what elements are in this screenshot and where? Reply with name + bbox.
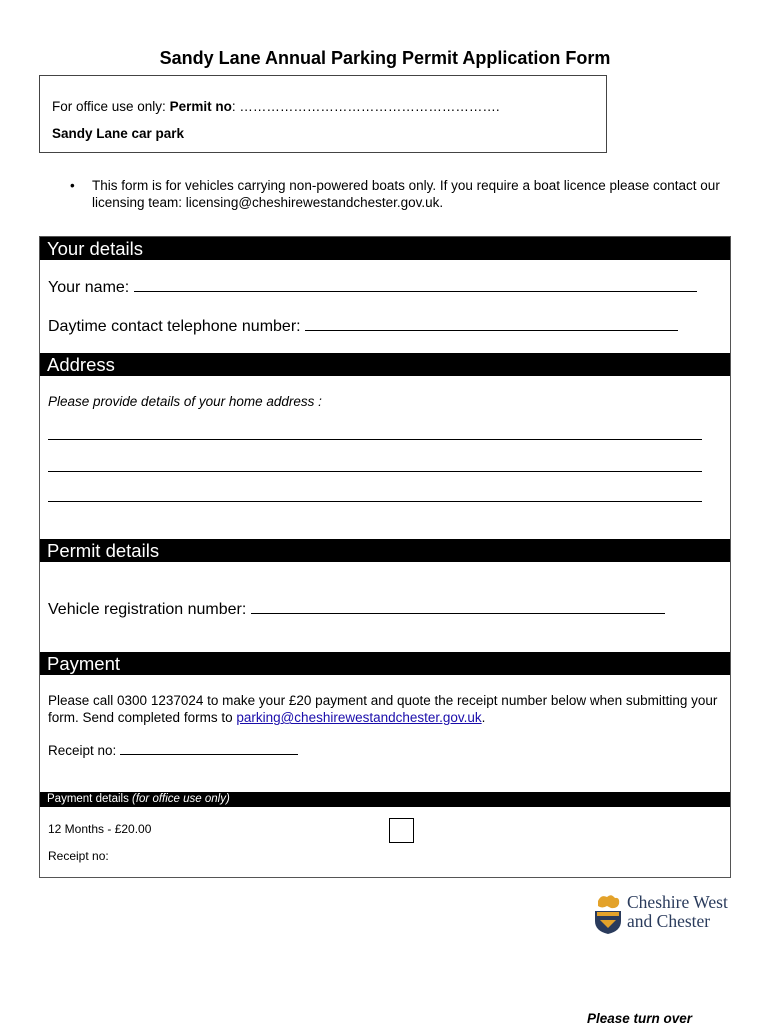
section-heading-payment: Payment bbox=[40, 652, 730, 675]
page-title: Sandy Lane Annual Parking Permit Application Form bbox=[159, 48, 611, 68]
permit-no-dots: : …………………………………………………. bbox=[231, 99, 500, 114]
section-heading-your-details: Your details bbox=[40, 237, 730, 260]
address-line-3[interactable] bbox=[48, 500, 702, 502]
council-name-line1: Cheshire West bbox=[627, 892, 728, 912]
vehicle-input-line[interactable] bbox=[251, 599, 665, 614]
info-note: This form is for vehicles carrying non-powered boats only. If you require a boat licence please contact our licensing team: licensing@cheshirewestandchester.gov.uk. bbox=[92, 178, 720, 210]
phone-input-line[interactable] bbox=[305, 316, 678, 331]
vehicle-field bbox=[48, 599, 665, 619]
name-field bbox=[48, 277, 697, 297]
section-heading-address: Address bbox=[40, 353, 730, 376]
payment-instructions-text: Please call 0300 1237024 to make your £20 payment and quote the receipt number below when submitting your form. Send completed forms to bbox=[48, 693, 718, 725]
bullet-icon: • bbox=[70, 178, 75, 193]
phone-label: Daytime contact telephone number: bbox=[48, 318, 306, 335]
application-form bbox=[39, 236, 731, 878]
payment-details-heading: Payment details bbox=[47, 793, 133, 805]
vehicle-label: Vehicle registration number: bbox=[48, 601, 251, 618]
phone-field bbox=[48, 316, 678, 336]
council-logo bbox=[593, 893, 753, 935]
office-receipt-label: Receipt no: bbox=[48, 849, 109, 863]
crest-icon bbox=[593, 893, 623, 935]
name-label: Your name: bbox=[48, 279, 134, 296]
payment-details-note: (for office use only) bbox=[132, 793, 230, 805]
section-heading-permit-details: Permit details bbox=[40, 539, 730, 562]
twelve-month-option: 12 Months - £20.00 bbox=[48, 822, 152, 836]
please-turn-over: Please turn over bbox=[587, 1011, 693, 1026]
twelve-month-checkbox[interactable] bbox=[389, 818, 414, 843]
address-line-1[interactable] bbox=[48, 438, 702, 440]
name-input-line[interactable] bbox=[134, 277, 697, 292]
office-use-prefix: For office use only: bbox=[52, 99, 170, 114]
council-name bbox=[627, 893, 728, 931]
address-line-2[interactable] bbox=[48, 470, 702, 472]
receipt-label: Receipt no: bbox=[48, 743, 121, 758]
payment-instructions-end: . bbox=[481, 710, 486, 725]
parking-email-link[interactable]: parking@cheshirewestandchester.gov.uk bbox=[236, 710, 482, 725]
section-heading-payment-details bbox=[40, 792, 730, 807]
office-permit-line bbox=[52, 99, 500, 114]
address-prompt: Please provide details of your home address : bbox=[48, 394, 322, 409]
payment-instructions bbox=[48, 692, 718, 726]
receipt-field bbox=[48, 742, 298, 758]
car-park-name: Sandy Lane car park bbox=[52, 126, 185, 141]
office-use-box bbox=[39, 75, 607, 153]
receipt-input-line[interactable] bbox=[120, 742, 298, 755]
council-name-line2: and Chester bbox=[627, 911, 711, 931]
permit-no-label: Permit no bbox=[169, 99, 232, 114]
